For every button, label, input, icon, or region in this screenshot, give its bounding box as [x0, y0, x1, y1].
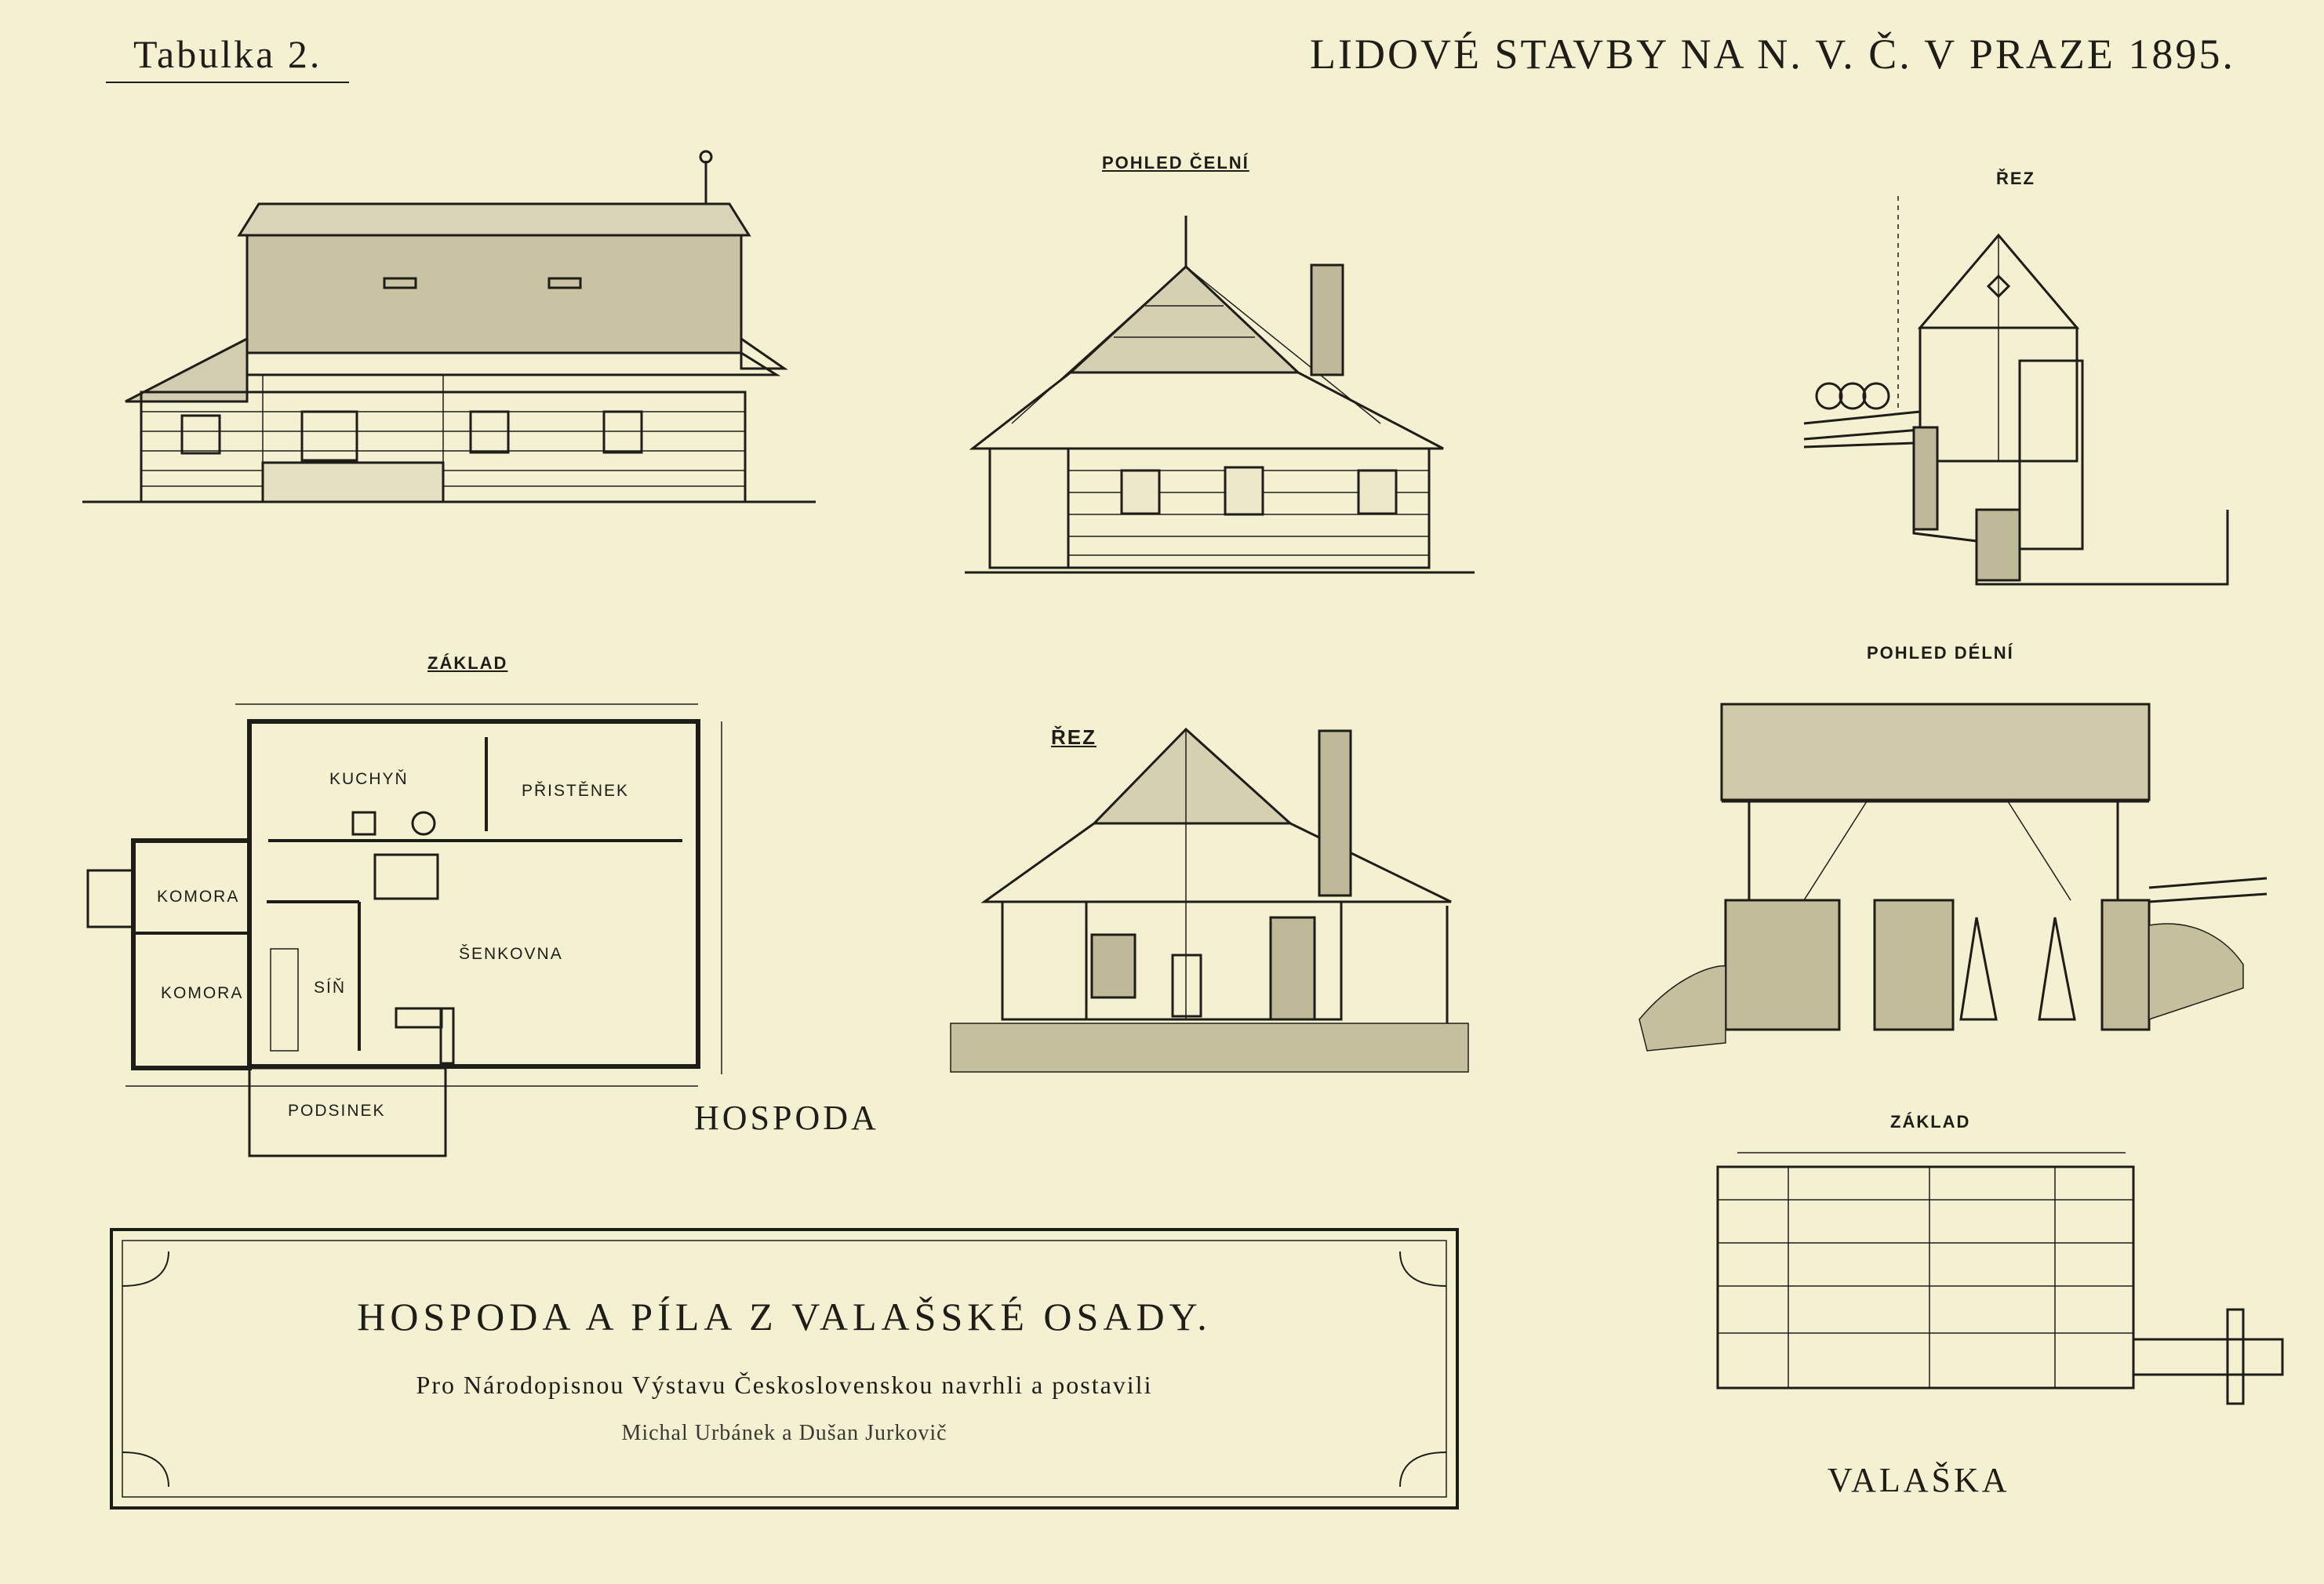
room-kitchen: KUCHYŇ — [329, 770, 409, 788]
mill-cross-section — [1804, 196, 2228, 584]
room-porch: PODSINEK — [288, 1102, 386, 1120]
caption-subtitle: Pro Národopisnou Výstavu Československou navrhli a postavili — [416, 1371, 1153, 1399]
label-plan: ZÁKLAD — [427, 653, 508, 673]
label-section-top: ŘEZ — [1996, 169, 2035, 188]
room-taproom: ŠENKOVNA — [459, 945, 563, 963]
mill-side-view — [1639, 704, 2267, 1051]
room-storeroom-2: KOMORA — [161, 984, 244, 1002]
building-name-sawmill: VALAŠKA — [1828, 1461, 2010, 1499]
room-storeroom-1: KOMORA — [157, 888, 240, 906]
plate-number: Tabulka 2. — [133, 32, 322, 76]
label-long-view: POHLED DÉLNÍ — [1867, 643, 2014, 663]
caption-frame — [111, 1230, 1457, 1508]
caption-title: HOSPODA A PÍLA Z VALAŠSKÉ OSADY. — [357, 1295, 1212, 1339]
mill-floor-plan — [1718, 1153, 2282, 1404]
room-hall: SÍŇ — [314, 979, 347, 997]
caption-authors: Michal Urbánek a Dušan Jurkovič — [621, 1421, 947, 1445]
building-name-inn: HOSPODA — [694, 1099, 879, 1137]
label-mill-plan: ZÁKLAD — [1890, 1112, 1971, 1132]
plate-title: LIDOVÉ STAVBY NA N. V. Č. V PRAZE 1895. — [1310, 31, 2235, 78]
inn-side-elevation — [82, 151, 816, 502]
label-section-mid: ŘEZ — [1051, 725, 1097, 749]
room-annex: PŘISTĚNEK — [522, 782, 630, 800]
inn-longitudinal-section — [951, 729, 1468, 1072]
inn-front-elevation — [965, 216, 1475, 572]
label-front-view: POHLED ČELNÍ — [1102, 153, 1249, 173]
